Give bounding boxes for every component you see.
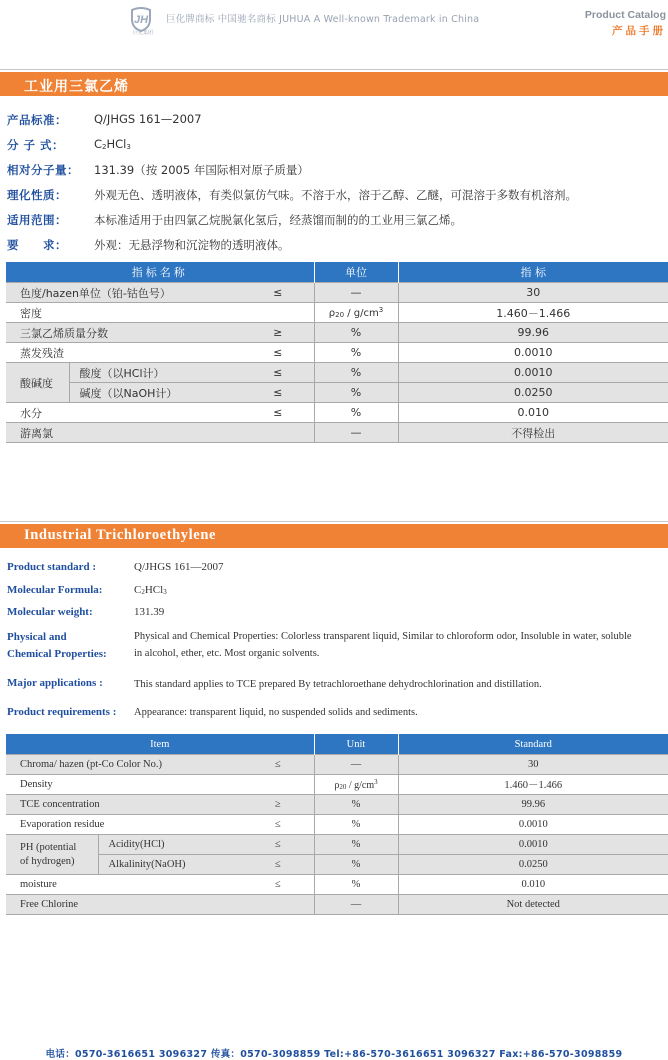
en-properties-value-2: in alcohol, ether, etc. Most organic solvents. bbox=[134, 648, 320, 659]
en-properties-value-1: Physical and Chemical Properties: Colorless transparent liquid, Similar to chloroform odor, Insoluble in water, soluble bbox=[134, 631, 632, 642]
logo-text: 巨化集团 bbox=[132, 30, 153, 36]
table-header-cell: Standard bbox=[398, 734, 668, 755]
table-row: 碱度（以NaOH计） ≤ % 0.0250 bbox=[6, 383, 668, 403]
en-requirement-value: Appearance: transparent liquid, no suspended solids and sediments. bbox=[134, 707, 418, 718]
product-catalog-label-cn: 产品手册 bbox=[612, 25, 666, 37]
cn-properties-value: 外观无色、透明液体，有类似氯仿气味。不溶于水，溶于乙醇、乙醚，可混溶于多数有机溶剂。 bbox=[94, 188, 577, 202]
table-row: 水分 ≤ % 0.010 bbox=[6, 403, 668, 423]
cn-formula-value: $C_2HCl_3$ bbox=[94, 137, 131, 151]
table-row: moisture ≤ % 0.010 bbox=[6, 875, 668, 895]
en-requirement-label: Product requirements : bbox=[7, 706, 117, 718]
table-row: 蒸发残渣 ≤ % 0.0010 bbox=[6, 343, 668, 363]
en-weight-value: 131.39 bbox=[134, 606, 165, 618]
table-row: 游离氯 — 不得检出 bbox=[6, 423, 668, 443]
en-section-title: Industrial Trichloroethylene bbox=[24, 527, 217, 543]
cn-weight-label: 相对分子量： bbox=[7, 163, 79, 177]
cn-title-band bbox=[0, 72, 668, 96]
svg-text:JH: JH bbox=[133, 14, 149, 26]
table-row: 三氯乙烯质量分数 ≥ % 99.96 bbox=[6, 323, 668, 343]
en-properties-label-2: Chemical Properties: bbox=[7, 648, 107, 660]
cn-requirement-value: 外观：无悬浮物和沉淀物的透明液体。 bbox=[94, 238, 290, 252]
table-row: PH (potential of hydrogen) Acidity(HCl) ≤ % 0.0010 bbox=[6, 835, 668, 855]
table-row: 酸碱度 酸度（以HCl计） ≤ % 0.0010 bbox=[6, 363, 668, 383]
table-header-cell: 单位 bbox=[314, 262, 398, 283]
product-catalog-label: Product Catalog bbox=[584, 9, 666, 21]
en-standard-value: Q/JHGS 161—2007 bbox=[134, 561, 224, 573]
table-header-cell: Item bbox=[6, 734, 314, 755]
en-application-label: Major applications : bbox=[7, 677, 103, 689]
en-properties-label-1: Physical and bbox=[7, 631, 67, 643]
cn-application-label: 适用范围： bbox=[7, 213, 67, 227]
trademark-tagline: 巨化牌商标 中国驰名商标 JUHUA A Well-known Trademark in China bbox=[166, 14, 480, 25]
table-row: 密度 $\rho_{20} / g/cm^3$ 1.460－1.466 bbox=[6, 303, 668, 323]
table-header-cell: Unit bbox=[314, 734, 398, 755]
cn-weight-value: 131.39（按 2005 年国际相对原子质量） bbox=[94, 163, 309, 177]
table-row: Density $\rho_{20} / g/cm^3$ 1.460－1.466 bbox=[6, 775, 668, 795]
cn-requirement-label: 要 求： bbox=[7, 238, 67, 252]
divider bbox=[0, 521, 668, 522]
cn-formula-label: 分 子 式： bbox=[7, 138, 65, 152]
en-formula-label: Molecular Formula: bbox=[7, 584, 103, 596]
table-header-cell: 指标名称 bbox=[6, 262, 314, 283]
cn-application-value: 本标准适用于由四氯乙烷脱氯化氢后，经蒸馏而制的的工业用三氯乙烯。 bbox=[94, 213, 462, 227]
table-row: 色度/hazen单位（铂-钴色号） ≤ — 30 bbox=[6, 283, 668, 303]
en-standard-label: Product standard : bbox=[7, 561, 97, 573]
en-application-value: This standard applies to TCE prepared By tetrachloroethane dehydrochlorination and distillation. bbox=[134, 679, 542, 690]
cn-properties-label: 理化性质： bbox=[7, 188, 67, 202]
en-weight-label: Molecular weight: bbox=[7, 606, 93, 618]
en-title-band bbox=[0, 524, 668, 548]
cn-section-title: 工业用三氯乙烯 bbox=[24, 79, 129, 95]
page-header bbox=[0, 0, 668, 40]
table-row: Evaporation residue ≤ % 0.0010 bbox=[6, 815, 668, 835]
table-header-cell: 指 标 bbox=[398, 262, 668, 283]
table-row: Free Chlorine — Not detected bbox=[6, 895, 668, 915]
table-row: TCE concentration ≥ % 99.96 bbox=[6, 795, 668, 815]
cn-standard-label: 产品标准： bbox=[7, 113, 67, 127]
table-header-row bbox=[6, 262, 668, 283]
contact-footer: 电话：0570-3616651 3096327 传真：0570-3098859 Tel:+86-570-3616651 3096327 Fax:+86-570-3098859 bbox=[45, 1049, 623, 1060]
table-row: Alkalinity(NaOH) ≤ % 0.0250 bbox=[6, 855, 668, 875]
table-row: Chroma/ hazen (pt-Co Color No.) ≤ — 30 bbox=[6, 755, 668, 775]
cn-standard-value: Q/JHGS 161—2007 bbox=[94, 112, 202, 126]
table-header-row bbox=[6, 734, 668, 755]
divider bbox=[0, 69, 668, 70]
en-formula-value: $C_2HCl_3$ bbox=[134, 584, 167, 596]
cn-spec-table bbox=[6, 262, 668, 443]
en-spec-table bbox=[6, 734, 668, 915]
